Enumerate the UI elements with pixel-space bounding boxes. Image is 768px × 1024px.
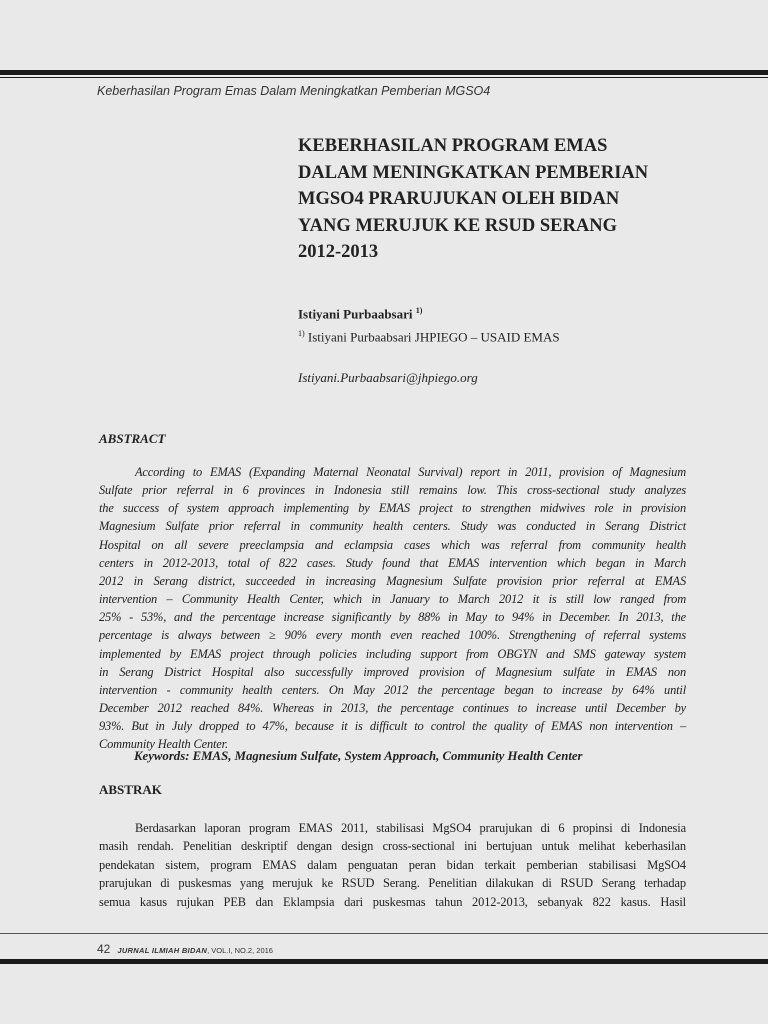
title-line: MGSO4 PRARUJUKAN OLEH BIDAN	[298, 189, 620, 209]
abstract-heading: ABSTRACT	[99, 431, 166, 446]
author-name: Istiyani Purbaabsari	[298, 306, 413, 322]
abstract-line: in Serang District Hospital also successfully improved provision of Magnesium sulfate in EMAS non	[99, 664, 686, 679]
page-footer	[97, 940, 273, 958]
abstract-line: implemented by EMAS project through policies including support from OBGYN and SMS gateway system	[99, 646, 686, 661]
title-line: DALAM MENINGKATKAN PEMBERIAN	[298, 162, 649, 183]
author	[298, 306, 422, 322]
abstract-line: According to EMAS (Expanding Maternal Neonatal Survival) report in 2011, provision of Magnesium	[135, 465, 686, 479]
header-rule-thick	[0, 70, 768, 75]
affiliation	[298, 329, 560, 345]
abstrak-line: prarujukan di puskesmas yang merujuk ke RSUD Serang. Penelitian dilakukan di RSUD Serang terhadap	[99, 876, 686, 891]
author-sup: 1)	[415, 306, 423, 315]
abstract-line: centers in 2012-2013, total of 822 cases. Study found that EMAS intervention which began in March	[99, 555, 686, 570]
affiliation-sup: 1)	[298, 329, 305, 338]
abstract-line: intervention – Community Health Center, which in January to March 2012 it is still low ranged from	[99, 592, 686, 607]
abstract-line: 93%. But in July dropped to 47%, because it is difficult to control the quality of EMAS non intervention –	[99, 719, 686, 734]
abstrak-line: semua kasus rujukan PEB dan Eklampsia dari puskesmas tahun 2012-2013, sebanyak 822 kasus. Hasil	[99, 894, 686, 909]
abstract-line: Magnesium Sulfate prior referral in community health centers. Study was conducted in Serang District	[99, 519, 686, 534]
running-head: Keberhasilan Program Emas Dalam Meningkatkan Pemberian MGSO4	[97, 84, 491, 98]
abstract-line: Sulfate prior referral in 6 provinces in Indonesia still remains low. This cross-sectional study analyzes	[99, 483, 686, 498]
footer-rule-thin	[0, 933, 768, 934]
abstract-line: Community Health Center.	[99, 737, 228, 752]
journal-name: JURNAL ILMIAH BIDAN	[117, 946, 208, 955]
paper-title	[298, 133, 718, 266]
abstrak-line: masih rendah. Penelitian deskriptif dengan design cross-sectional ini bertujuan untuk melihat keberhasilan	[99, 839, 686, 854]
abstract-line: the success of system approach implementing by EMAS project to strengthen midwives role in provision	[99, 501, 686, 516]
title-line: 2012-2013	[298, 242, 379, 262]
abstract-line: Hospital on all severe preeclampsia and eclampsia cases which was referral from community health	[99, 537, 686, 552]
footer-rule-thick	[0, 959, 768, 964]
affiliation-text: Istiyani Purbaabsari JHPIEGO – USAID EMAS	[304, 329, 560, 345]
journal-volume: , VOL.I, NO.2, 2016	[207, 946, 273, 955]
abstract-line: 2012 in Serang district, succeeded in increasing Magnesium Sulfate provision prior referral at EMAS	[99, 573, 686, 588]
abstract-line: December 2012 reached 84%. Whereas in 2013, the percentage continues to increase until December by	[99, 701, 686, 716]
abstract-line: intervention - community health centers. On May 2012 the percentage began to increase by 64% until	[99, 682, 686, 697]
title-line: YANG MERUJUK KE RSUD SERANG	[298, 215, 617, 236]
title-line: KEBERHASILAN PROGRAM EMAS	[298, 136, 608, 156]
keywords: Keywords: EMAS, Magnesium Sulfate, System Approach, Community Health Center	[134, 749, 583, 763]
abstract-line: percentage is always between ≥ 90% every month even reached 100%. Strengthening of referral systems	[99, 628, 686, 643]
abstrak-line: Berdasarkan laporan program EMAS 2011, stabilisasi MgSO4 prarujukan di 6 propinsi di Indonesia	[135, 821, 686, 835]
header-rule-thin	[0, 77, 768, 78]
author-email: Istiyani.Purbaabsari@jhpiego.org	[298, 370, 478, 385]
abstract-body	[99, 463, 686, 754]
abstract-line: 25% - 53%, and the percentage increase significantly by 88% in May to 94% in December. In 2013, the	[99, 610, 686, 625]
abstrak-line: pendekatan sistem, program EMAS dalam penguatan peran bidan terkait pemberian stabilisasi MgSO4	[99, 857, 686, 872]
abstrak-body	[99, 819, 686, 911]
abstrak-heading: ABSTRAK	[99, 782, 162, 797]
page-number: 42	[97, 942, 111, 956]
